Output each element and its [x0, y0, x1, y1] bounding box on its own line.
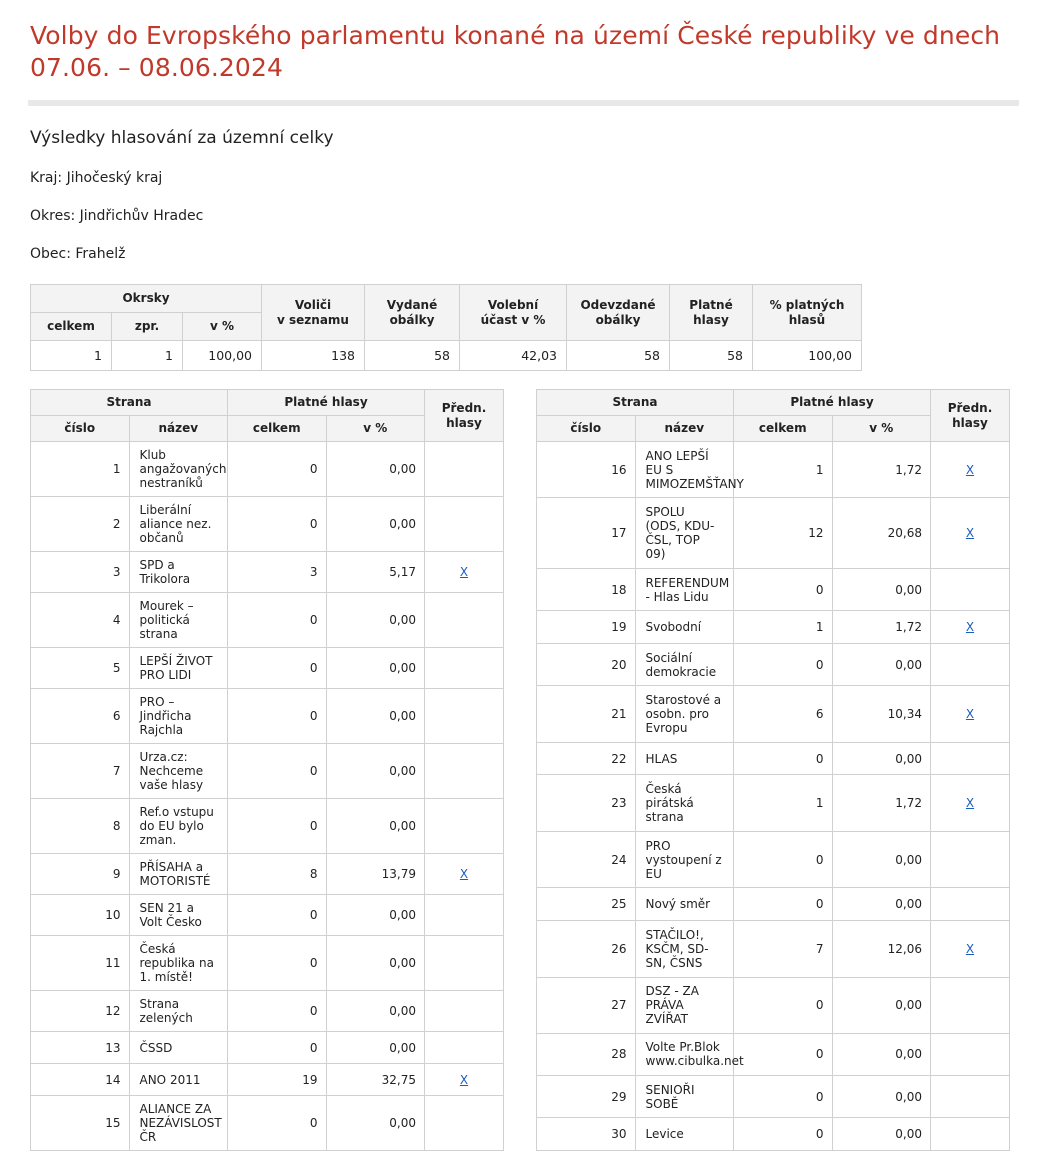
party-name: PRO – Jindřicha Rajchla [129, 689, 228, 744]
table-row [537, 442, 1010, 498]
party-votes-percent: 0,00 [832, 569, 931, 611]
section-title: Výsledky hlasování za územní celky [30, 128, 334, 148]
party-votes-percent: 5,17 [326, 552, 425, 593]
party-votes-total: 0 [228, 799, 327, 854]
header-platne-hlasy-group: Platné hlasy [228, 390, 425, 416]
party-name: PŘÍSAHA a MOTORISTÉ [129, 854, 228, 895]
party-votes-total: 8 [228, 854, 327, 895]
party-number: 14 [31, 1064, 130, 1096]
preferential-votes-cell [931, 742, 1010, 775]
preferential-votes-cell [931, 921, 1010, 977]
party-name: Nový směr [635, 888, 734, 921]
party-votes-total: 0 [734, 888, 833, 921]
table-row [537, 921, 1010, 977]
header-vydane-line1: Vydané [386, 297, 438, 312]
party-name: PRO vystoupení z EU [635, 831, 734, 887]
party-name: Sociální demokracie [635, 644, 734, 686]
table-row [537, 686, 1010, 742]
party-votes-percent: 0,00 [326, 648, 425, 689]
preferential-votes-cell [931, 775, 1010, 831]
header-okrsky-v-procentech: v % [183, 313, 262, 341]
party-number: 18 [537, 569, 636, 611]
header-ucast-line2: účast v % [480, 312, 546, 327]
party-number: 19 [537, 611, 636, 644]
party-votes-total: 0 [228, 991, 327, 1032]
party-votes-total: 0 [734, 831, 833, 887]
header-volebni-ucast [460, 285, 567, 341]
value-volebni-ucast: 42,03 [460, 341, 567, 371]
table-row [537, 1033, 1010, 1075]
party-name: STAČILO!, KSČM, SD-SN, ČSNS [635, 921, 734, 977]
table-row [537, 888, 1010, 921]
party-votes-total: 19 [228, 1064, 327, 1096]
table-row [31, 497, 504, 552]
value-okrsky-celkem: 1 [31, 341, 112, 371]
header-platne-hlasy-group: Platné hlasy [734, 390, 931, 416]
table-row [31, 895, 504, 936]
preferential-votes-cell [425, 744, 504, 799]
preferential-votes-link[interactable]: X [965, 941, 975, 956]
party-name: ANO LEPŠÍ EU S MIMOZEMŠŤANY [635, 442, 734, 498]
preferential-votes-link[interactable]: X [965, 796, 975, 811]
party-name: SEN 21 a Volt Česko [129, 895, 228, 936]
party-votes-percent: 1,72 [832, 442, 931, 498]
party-votes-total: 1 [734, 775, 833, 831]
party-number: 24 [537, 831, 636, 887]
party-votes-percent: 13,79 [326, 854, 425, 895]
header-odevzdane-line2: obálky [595, 312, 641, 327]
preferential-votes-cell [931, 831, 1010, 887]
party-votes-percent: 0,00 [832, 742, 931, 775]
preferential-votes-cell [425, 1096, 504, 1151]
party-number: 30 [537, 1118, 636, 1151]
party-votes-total: 0 [734, 1118, 833, 1151]
party-name: Strana zelených [129, 991, 228, 1032]
parties-right-header-row-1 [537, 390, 1010, 416]
parties-right-body [537, 442, 1010, 1151]
table-row [31, 593, 504, 648]
header-strana: Strana [537, 390, 734, 416]
party-votes-total: 6 [734, 686, 833, 742]
table-row [537, 775, 1010, 831]
preferential-votes-link[interactable]: X [965, 706, 975, 721]
party-votes-total: 0 [228, 593, 327, 648]
party-votes-percent: 0,00 [832, 888, 931, 921]
party-votes-percent: 0,00 [326, 936, 425, 991]
preferential-votes-cell [931, 686, 1010, 742]
value-procento-platnych: 100,00 [753, 341, 862, 371]
party-name: Liberální aliance nez. občanů [129, 497, 228, 552]
table-row [31, 1032, 504, 1064]
header-predn-line2: hlasy [446, 415, 482, 430]
party-votes-percent: 0,00 [326, 895, 425, 936]
header-nazev: název [635, 416, 734, 442]
party-name: Volte Pr.Blok www.cibulka.net [635, 1033, 734, 1075]
party-number: 15 [31, 1096, 130, 1151]
party-number: 25 [537, 888, 636, 921]
party-number: 17 [537, 498, 636, 569]
value-platne-hlasy: 58 [670, 341, 753, 371]
preferential-votes-cell [425, 854, 504, 895]
header-predn-line2: hlasy [952, 415, 988, 430]
preferential-votes-cell [425, 497, 504, 552]
party-number: 8 [31, 799, 130, 854]
value-volici-v-seznamu: 138 [262, 341, 365, 371]
value-vydane-obalky: 58 [365, 341, 460, 371]
party-votes-total: 0 [228, 442, 327, 497]
party-votes-total: 0 [734, 1076, 833, 1118]
preferential-votes-cell [425, 936, 504, 991]
tables-container [0, 284, 1047, 1151]
preferential-votes-cell [931, 442, 1010, 498]
party-votes-percent: 12,06 [832, 921, 931, 977]
header-v-procentech: v % [832, 416, 931, 442]
party-name: ALIANCE ZA NEZÁVISLOST ČR [129, 1096, 228, 1151]
header-celkem: celkem [228, 416, 327, 442]
table-row [537, 569, 1010, 611]
party-votes-percent: 0,00 [326, 689, 425, 744]
preferential-votes-cell [931, 1033, 1010, 1075]
table-row [31, 936, 504, 991]
region-okres: Okres: Jindřichův Hradec [30, 208, 204, 224]
preferential-votes-cell [425, 593, 504, 648]
header-nazev: název [129, 416, 228, 442]
header-platproc-line1: % platných [769, 297, 845, 312]
table-row [31, 799, 504, 854]
header-cislo: číslo [31, 416, 130, 442]
preferential-votes-link[interactable]: X [459, 565, 469, 579]
header-okrsky-zpr: zpr. [112, 313, 183, 341]
header-platne-line1: Platné [689, 297, 733, 312]
table-row [537, 1076, 1010, 1118]
header-celkem: celkem [734, 416, 833, 442]
header-predn-hlasy [425, 390, 504, 442]
header-predn-line1: Předn. [947, 401, 993, 416]
header-predn-line1: Předn. [441, 401, 487, 416]
party-name: Česká republika na 1. místě! [129, 936, 228, 991]
party-name: Svobodní [635, 611, 734, 644]
party-votes-total: 0 [734, 977, 833, 1033]
summary-header-row-1 [31, 285, 862, 313]
preferential-votes-cell [425, 991, 504, 1032]
party-name: Česká pirátská strana [635, 775, 734, 831]
party-votes-total: 0 [734, 1033, 833, 1075]
table-row [31, 1096, 504, 1151]
preferential-votes-link[interactable]: X [965, 526, 975, 541]
party-name: ČSSD [129, 1032, 228, 1064]
party-votes-percent: 1,72 [832, 611, 931, 644]
party-votes-percent: 0,00 [832, 831, 931, 887]
party-votes-percent: 0,00 [832, 644, 931, 686]
table-row [31, 442, 504, 497]
party-votes-percent: 20,68 [832, 498, 931, 569]
table-row [31, 552, 504, 593]
party-votes-total: 0 [734, 742, 833, 775]
table-row [537, 611, 1010, 644]
page-title: Volby do Evropského parlamentu konané na území České republiky ve dnech 07.06. – 08.06.2024 [30, 21, 1001, 82]
party-name: SENIOŘI SOBĚ [635, 1076, 734, 1118]
party-number: 26 [537, 921, 636, 977]
party-name: Levice [635, 1118, 734, 1151]
party-votes-percent: 0,00 [326, 991, 425, 1032]
party-number: 2 [31, 497, 130, 552]
header-procento-platnych [753, 285, 862, 341]
header-ucast-line1: Volební [487, 297, 539, 312]
preferential-votes-cell [931, 569, 1010, 611]
party-number: 10 [31, 895, 130, 936]
header-okrsky-celkem: celkem [31, 313, 112, 341]
party-number: 13 [31, 1032, 130, 1064]
party-name: SPOLU (ODS, KDU-ČSL, TOP 09) [635, 498, 734, 569]
party-name: ANO 2011 [129, 1064, 228, 1096]
party-name: Klub angažovaných nestraníků [129, 442, 228, 497]
header-odevzdane-obalky [567, 285, 670, 341]
preferential-votes-cell [931, 611, 1010, 644]
party-number: 11 [31, 936, 130, 991]
party-name: LEPŠÍ ŽIVOT PRO LIDI [129, 648, 228, 689]
party-votes-total: 0 [228, 497, 327, 552]
party-number: 27 [537, 977, 636, 1033]
preferential-votes-link[interactable]: X [965, 620, 975, 635]
parties-table-right [536, 389, 1010, 1151]
party-votes-total: 0 [734, 644, 833, 686]
preferential-votes-cell [931, 1118, 1010, 1151]
table-row [31, 991, 504, 1032]
table-row [537, 644, 1010, 686]
party-number: 21 [537, 686, 636, 742]
party-votes-percent: 0,00 [832, 977, 931, 1033]
party-name: Urza.cz: Nechceme vaše hlasy [129, 744, 228, 799]
region-kraj: Kraj: Jihočeský kraj [30, 170, 163, 186]
party-number: 12 [31, 991, 130, 1032]
header-odevzdane-line1: Odevzdané [580, 297, 656, 312]
party-votes-total: 7 [734, 921, 833, 977]
party-votes-percent: 0,00 [326, 497, 425, 552]
party-votes-total: 12 [734, 498, 833, 569]
header-vydane-obalky [365, 285, 460, 341]
header-v-procentech: v % [326, 416, 425, 442]
party-votes-total: 0 [228, 895, 327, 936]
preferential-votes-cell [425, 552, 504, 593]
party-votes-percent: 0,00 [326, 799, 425, 854]
party-name: HLAS [635, 742, 734, 775]
preferential-votes-cell [931, 977, 1010, 1033]
table-row [31, 744, 504, 799]
table-row [537, 1118, 1010, 1151]
party-votes-percent: 0,00 [832, 1033, 931, 1075]
party-votes-total: 0 [228, 744, 327, 799]
table-row [537, 498, 1010, 569]
party-votes-percent: 0,00 [326, 442, 425, 497]
preferential-votes-cell [931, 888, 1010, 921]
summary-table [30, 284, 862, 371]
party-name: DSZ - ZA PRÁVA ZVÍŘAT [635, 977, 734, 1033]
table-row [31, 648, 504, 689]
value-okrsky-zpr: 1 [112, 341, 183, 371]
table-row [537, 831, 1010, 887]
header-volici-line2: v seznamu [277, 312, 349, 327]
party-votes-percent: 0,00 [832, 1118, 931, 1151]
party-votes-percent: 0,00 [326, 744, 425, 799]
party-number: 23 [537, 775, 636, 831]
preferential-votes-cell [931, 498, 1010, 569]
party-votes-percent: 0,00 [326, 593, 425, 648]
party-name: REFERENDUM - Hlas Lidu [635, 569, 734, 611]
header-platne-line2: hlasy [693, 312, 729, 327]
value-odevzdane-obalky: 58 [567, 341, 670, 371]
table-row [31, 689, 504, 744]
header-platproc-line2: hlasů [788, 312, 826, 327]
party-number: 9 [31, 854, 130, 895]
preferential-votes-cell [931, 1076, 1010, 1118]
party-votes-total: 0 [228, 1032, 327, 1064]
party-votes-total: 0 [228, 936, 327, 991]
party-number: 5 [31, 648, 130, 689]
party-votes-percent: 0,00 [326, 1032, 425, 1064]
party-tables [30, 389, 1017, 1151]
header-volici-line1: Voliči [294, 297, 332, 312]
party-number: 1 [31, 442, 130, 497]
party-number: 28 [537, 1033, 636, 1075]
preferential-votes-cell [425, 799, 504, 854]
party-votes-total: 0 [734, 569, 833, 611]
party-name: Mourek – politická strana [129, 593, 228, 648]
party-number: 29 [537, 1076, 636, 1118]
header-okrsky: Okrsky [31, 285, 262, 313]
summary-data-row [31, 341, 862, 371]
value-okrsky-v-procentech: 100,00 [183, 341, 262, 371]
party-name: SPD a Trikolora [129, 552, 228, 593]
party-number: 6 [31, 689, 130, 744]
party-votes-total: 0 [228, 689, 327, 744]
party-votes-percent: 0,00 [832, 1076, 931, 1118]
preferential-votes-cell [425, 442, 504, 497]
title-divider [28, 100, 1019, 106]
preferential-votes-cell [425, 1064, 504, 1096]
parties-left-header-row-1 [31, 390, 504, 416]
party-number: 3 [31, 552, 130, 593]
preferential-votes-cell [931, 644, 1010, 686]
region-obec: Obec: Frahelž [30, 246, 126, 262]
party-votes-total: 0 [228, 648, 327, 689]
party-votes-percent: 10,34 [832, 686, 931, 742]
party-votes-percent: 32,75 [326, 1064, 425, 1096]
preferential-votes-cell [425, 1032, 504, 1064]
header-platne-hlasy [670, 285, 753, 341]
preferential-votes-cell [425, 689, 504, 744]
party-number: 4 [31, 593, 130, 648]
preferential-votes-link[interactable]: X [459, 1072, 469, 1087]
party-votes-percent: 1,72 [832, 775, 931, 831]
table-row [537, 977, 1010, 1033]
party-votes-total: 1 [734, 611, 833, 644]
party-number: 20 [537, 644, 636, 686]
party-votes-total: 0 [228, 1096, 327, 1151]
table-row [537, 742, 1010, 775]
preferential-votes-link[interactable]: X [965, 462, 975, 477]
table-row [31, 1064, 504, 1096]
results-page [0, 20, 1047, 1151]
parties-table-left [30, 389, 504, 1151]
party-name: Starostové a osobn. pro Evropu [635, 686, 734, 742]
table-row [31, 854, 504, 895]
header-strana: Strana [31, 390, 228, 416]
party-number: 22 [537, 742, 636, 775]
party-votes-total: 3 [228, 552, 327, 593]
header-predn-hlasy [931, 390, 1010, 442]
preferential-votes-cell [425, 648, 504, 689]
header-cislo: číslo [537, 416, 636, 442]
party-name: Ref.o vstupu do EU bylo zman. [129, 799, 228, 854]
preferential-votes-link[interactable]: X [459, 867, 469, 881]
party-number: 7 [31, 744, 130, 799]
party-number: 16 [537, 442, 636, 498]
preferential-votes-cell [425, 895, 504, 936]
party-votes-total: 1 [734, 442, 833, 498]
header-vydane-line2: obálky [389, 312, 435, 327]
header-volici [262, 285, 365, 341]
party-votes-percent: 0,00 [326, 1096, 425, 1151]
parties-left-body [31, 442, 504, 1151]
